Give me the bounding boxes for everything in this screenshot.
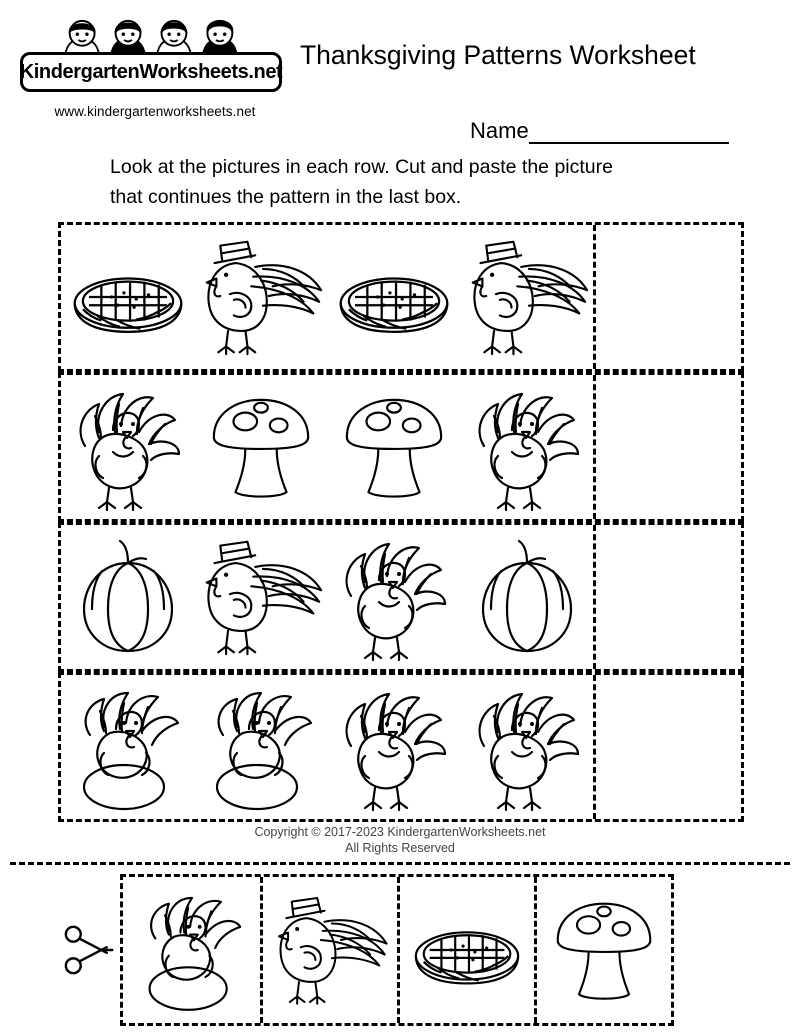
turkey-pilgrim-icon bbox=[461, 234, 593, 360]
instructions bbox=[110, 152, 730, 212]
pumpkin-icon bbox=[471, 537, 583, 657]
pie-icon bbox=[332, 256, 456, 338]
page-title: Thanksgiving Patterns Worksheet bbox=[300, 40, 696, 70]
name-field-row bbox=[470, 118, 729, 144]
logo-text: KindergartenWorksheets.net bbox=[19, 60, 283, 83]
turkey-pilgrim-icon bbox=[268, 889, 392, 1011]
pumpkin-icon bbox=[72, 537, 184, 657]
turkey-sitting-icon bbox=[70, 681, 186, 813]
scissors-icon bbox=[60, 924, 120, 976]
cutout-item-mushroom[interactable] bbox=[534, 877, 671, 1023]
turkey-icon bbox=[335, 530, 453, 664]
turkey-icon bbox=[468, 680, 586, 814]
instructions-line-2: that continues the pattern in the last box. bbox=[110, 186, 462, 208]
pattern-item-turkey-sitting bbox=[194, 675, 327, 819]
pattern-item-turkey-pilgrim bbox=[194, 225, 327, 369]
rights-text: All Rights Reserved bbox=[345, 841, 455, 855]
site-logo[interactable] bbox=[20, 18, 290, 119]
pattern-row bbox=[58, 522, 744, 672]
answer-box[interactable] bbox=[593, 675, 741, 819]
pattern-row-items bbox=[61, 525, 593, 669]
pattern-row bbox=[58, 672, 744, 822]
pattern-item-turkey bbox=[327, 675, 460, 819]
pattern-item-pie bbox=[61, 225, 194, 369]
pattern-item-pumpkin bbox=[61, 525, 194, 669]
logo-badge bbox=[20, 18, 282, 96]
pattern-item-turkey bbox=[460, 675, 593, 819]
name-input-line[interactable] bbox=[529, 124, 729, 144]
cutout-item-pie[interactable] bbox=[397, 877, 534, 1023]
pattern-item-turkey bbox=[61, 375, 194, 519]
mushroom-icon bbox=[338, 392, 450, 502]
answer-box[interactable] bbox=[593, 375, 741, 519]
turkey-pilgrim-icon bbox=[195, 534, 327, 660]
page-header bbox=[0, 18, 800, 143]
pattern-item-turkey bbox=[460, 375, 593, 519]
turkey-pilgrim-icon bbox=[195, 234, 327, 360]
cutout-item-turkey-sitting[interactable] bbox=[123, 877, 260, 1023]
cutout-item-turkey-pilgrim[interactable] bbox=[260, 877, 397, 1023]
pattern-item-turkey-sitting bbox=[61, 675, 194, 819]
instructions-line-1: Look at the pictures in each row. Cut and paste the picture bbox=[110, 156, 613, 178]
pattern-row-items bbox=[61, 675, 593, 819]
answer-box[interactable] bbox=[593, 525, 741, 669]
mushroom-icon bbox=[205, 392, 317, 502]
cut-line-divider bbox=[10, 862, 790, 865]
pattern-row bbox=[58, 222, 744, 372]
pattern-row-items bbox=[61, 375, 593, 519]
pattern-item-turkey bbox=[327, 525, 460, 669]
mushroom-icon bbox=[549, 896, 659, 1004]
turkey-icon bbox=[69, 380, 187, 514]
turkey-icon bbox=[335, 680, 453, 814]
pie-icon bbox=[408, 910, 526, 990]
answer-box[interactable] bbox=[593, 225, 741, 369]
pattern-item-pie bbox=[327, 225, 460, 369]
cutout-boxes bbox=[120, 874, 674, 1026]
logo-pill bbox=[20, 52, 282, 92]
pattern-item-turkey-pilgrim bbox=[194, 525, 327, 669]
footer bbox=[0, 824, 800, 856]
turkey-icon bbox=[468, 380, 586, 514]
pattern-row-items bbox=[61, 225, 593, 369]
copyright-text: Copyright © 2017-2023 KindergartenWorksheets.net bbox=[254, 825, 546, 839]
cutout-strip bbox=[60, 872, 760, 1027]
name-label: Name bbox=[470, 118, 529, 143]
pie-icon bbox=[66, 256, 190, 338]
scissors-glyph-icon bbox=[64, 924, 116, 976]
pattern-item-mushroom bbox=[327, 375, 460, 519]
pattern-item-turkey-pilgrim bbox=[460, 225, 593, 369]
site-url: www.kindergartenworksheets.net bbox=[54, 104, 256, 119]
pattern-rows bbox=[58, 222, 744, 822]
turkey-sitting-icon bbox=[203, 681, 319, 813]
pattern-row bbox=[58, 372, 744, 522]
pattern-item-mushroom bbox=[194, 375, 327, 519]
turkey-sitting-icon bbox=[138, 886, 246, 1014]
pattern-item-pumpkin bbox=[460, 525, 593, 669]
